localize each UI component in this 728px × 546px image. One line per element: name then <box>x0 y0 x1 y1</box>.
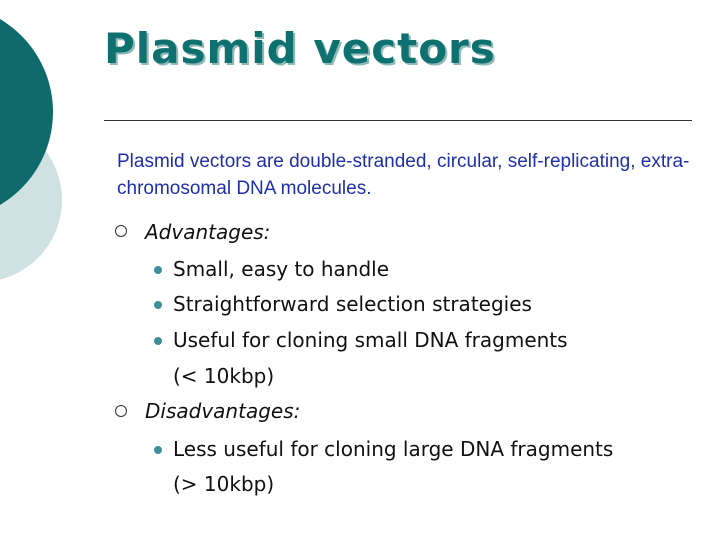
list-item: Less useful for cloning large DNA fragments <box>173 437 614 461</box>
section-heading-advantages: Advantages: <box>145 220 271 244</box>
title-divider <box>104 120 692 121</box>
list-item: Useful for cloning small DNA fragments <box>173 328 568 352</box>
ring-bullet-icon <box>115 225 127 237</box>
dot-bullet-icon <box>154 446 162 454</box>
list-item: Straightforward selection strategies <box>173 292 532 316</box>
list-item-continuation: (< 10kbp) <box>173 364 275 388</box>
section-heading-disadvantages: Disadvantages: <box>145 399 301 423</box>
decorative-circles <box>0 0 100 300</box>
dot-bullet-icon <box>154 301 162 309</box>
intro-paragraph: Plasmid vectors are double-stranded, circular, self-replicating, extra-chromosomal DNA molecules. <box>117 151 690 199</box>
ring-bullet-icon <box>115 405 127 417</box>
page-title: Plasmid vectors <box>104 24 496 73</box>
list-item-continuation: (> 10kbp) <box>173 472 275 496</box>
list-item: Small, easy to handle <box>173 257 390 281</box>
dot-bullet-icon <box>154 266 162 274</box>
dot-bullet-icon <box>154 337 162 345</box>
